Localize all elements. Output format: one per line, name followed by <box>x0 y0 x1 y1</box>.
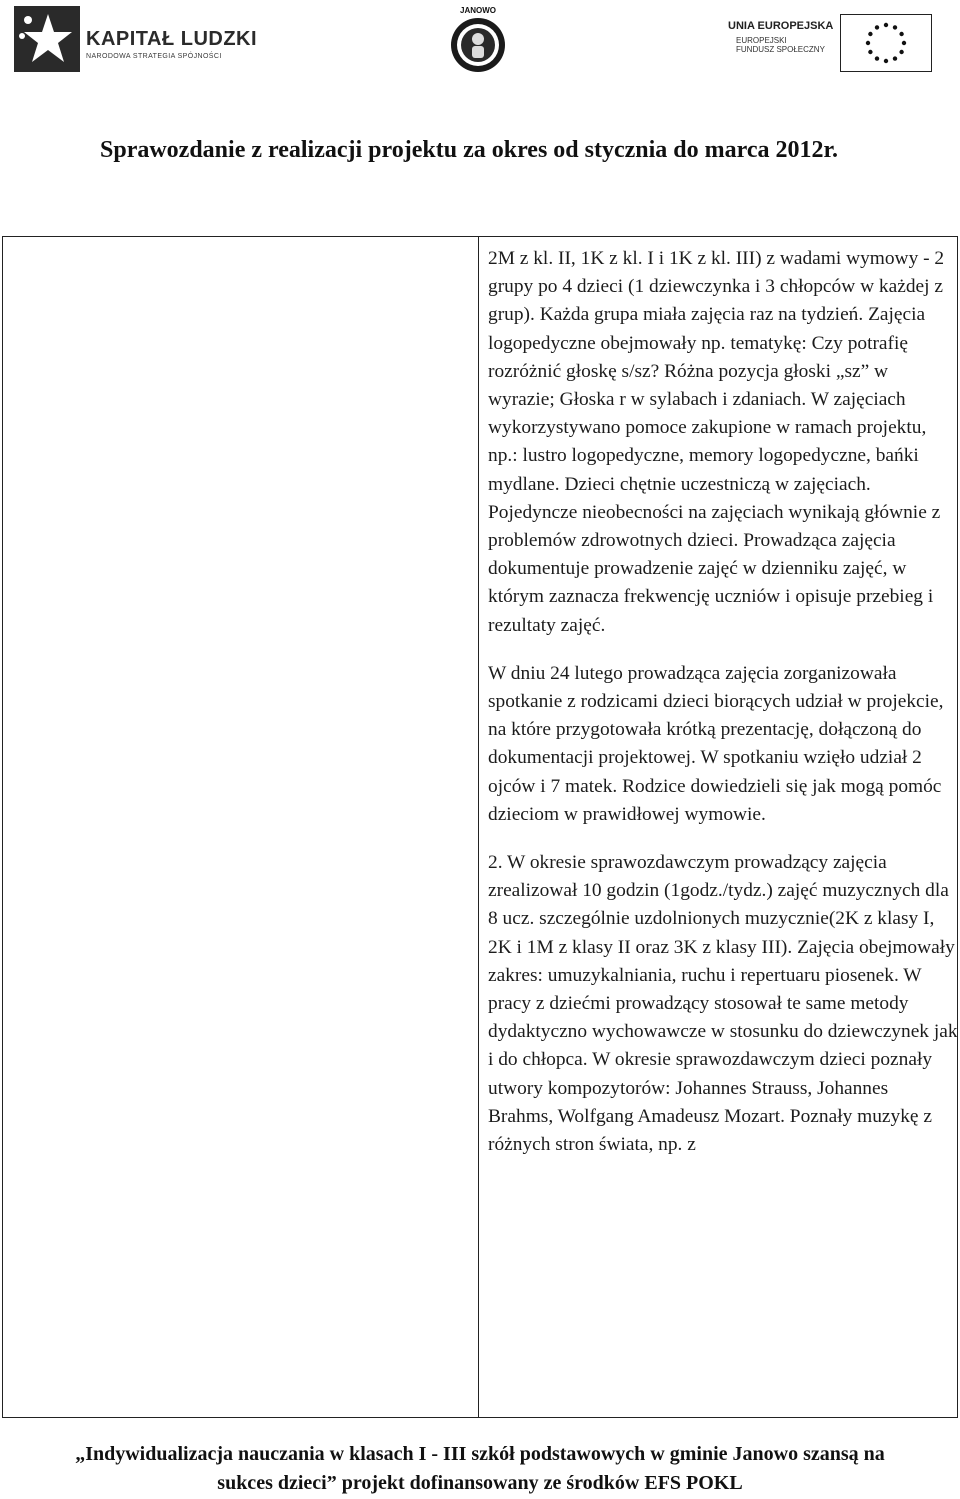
footer-line-2: sukces dzieci” projekt dofinansowany ze środków EFS POKL <box>217 1472 743 1494</box>
ue-subtitle <box>736 36 825 54</box>
header-logos <box>0 0 960 80</box>
footer-line-1: „Indywidualizacja nauczania w klasach I - III szkół podstawowych w gminie Janowo szansą na <box>75 1443 885 1465</box>
unia-europejska-logo <box>728 14 948 74</box>
janowo-label: JANOWO <box>460 6 496 15</box>
report-table <box>2 236 958 1418</box>
janowo-logo <box>432 0 524 80</box>
ue-title: UNIA EUROPEJSKA <box>728 20 834 32</box>
kapital-ludzki-subtitle: NARODOWA STRATEGIA SPÓJNOŚCI <box>86 53 222 60</box>
paragraph-music-classes: 2. W okresie sprawozdawczym prowadzący zajęcia zrealizował 10 godzin (1godz./tydz.) zajęć muzycznych dla 8 ucz. szczególnie uzdolnionych muzycznie(2K z klasy I, 2K i 1M z klasy II oraz 3K z klasy III). Zajęcia obejmowały zakres: umuzykalniania, ruchu i repertuaru piosenek. W pracy z dziećmi prowadzący stosował te same metody dydaktyczno wychowawcze w stosunku do dziewczynek jak i do chłopca. W okresie sprawozdawczym dzieci poznały utwory kompozytorów: Johannes Strauss, Johannes Brahms, Wolfgang Amadeusz Mozart. Poznały muzykę z różnych stron świata, np. z <box>488 852 958 1156</box>
eu-flag-icon <box>840 14 932 72</box>
janowo-coat-of-arms-icon <box>450 15 506 75</box>
table-column-divider <box>478 237 479 1417</box>
ue-subtitle-line3: FUNDUSZ SPOŁECZNY <box>736 45 825 54</box>
table-cell-description <box>488 245 958 1159</box>
paragraph-speech-therapy: 2M z kl. II, 1K z kl. I i 1K z kl. III) z wadami wymowy - 2 grupy po 4 dzieci (1 dziewczynka i 3 chłopców w każdej z grup). Każda grupa miała zajęcia raz na tydzień. Zajęcia logopedyczne obejmowały np. tematykę: Czy potrafię rozróżnić głoskę s/sz? Różna pozycja głoski „sz” w wyrazie; Głoska r w sylabach i zdaniach. W zajęciach wykorzystywano pomoce zakupione w ramach projektu, np.: lustro logopedyczne, memory logopedyczne, bańki mydlane. Dzieci chętnie uczestniczą w zajęciach. Pojedyncze nieobecności na zajęciach wynikają głównie z problemów zdrowotnych dzieci. Prowadząca zajęcia dokumentuje prowadzenie zajęć w dzienniku zajęć, w którym zaznacza frekwencję uczniów i opisuje przebieg i rezultaty zajęć. <box>488 248 945 636</box>
kapital-ludzki-title: KAPITAŁ LUDZKI <box>86 28 258 50</box>
document-title: Sprawozdanie z realizacji projektu za okres od stycznia do marca 2012r. <box>100 137 838 163</box>
kapital-ludzki-logo <box>14 6 274 72</box>
footer <box>0 1440 960 1498</box>
kapital-ludzki-star-icon <box>14 6 80 72</box>
ue-subtitle-line2: EUROPEJSKI <box>736 36 787 45</box>
paragraph-parents-meeting: W dniu 24 lutego prowadząca zajęcia zorganizowała spotkanie z rodzicami dzieci biorących udział w projekcie, na które przygotowała krótką prezentację, dołączoną do dokumentacji projektowej. W spotkaniu wzięło udział 2 ojców i 7 matek. Rodzice dowiedzieli się jak mogą pomóc dzieciom w prawidłowej wymowie. <box>488 662 944 825</box>
